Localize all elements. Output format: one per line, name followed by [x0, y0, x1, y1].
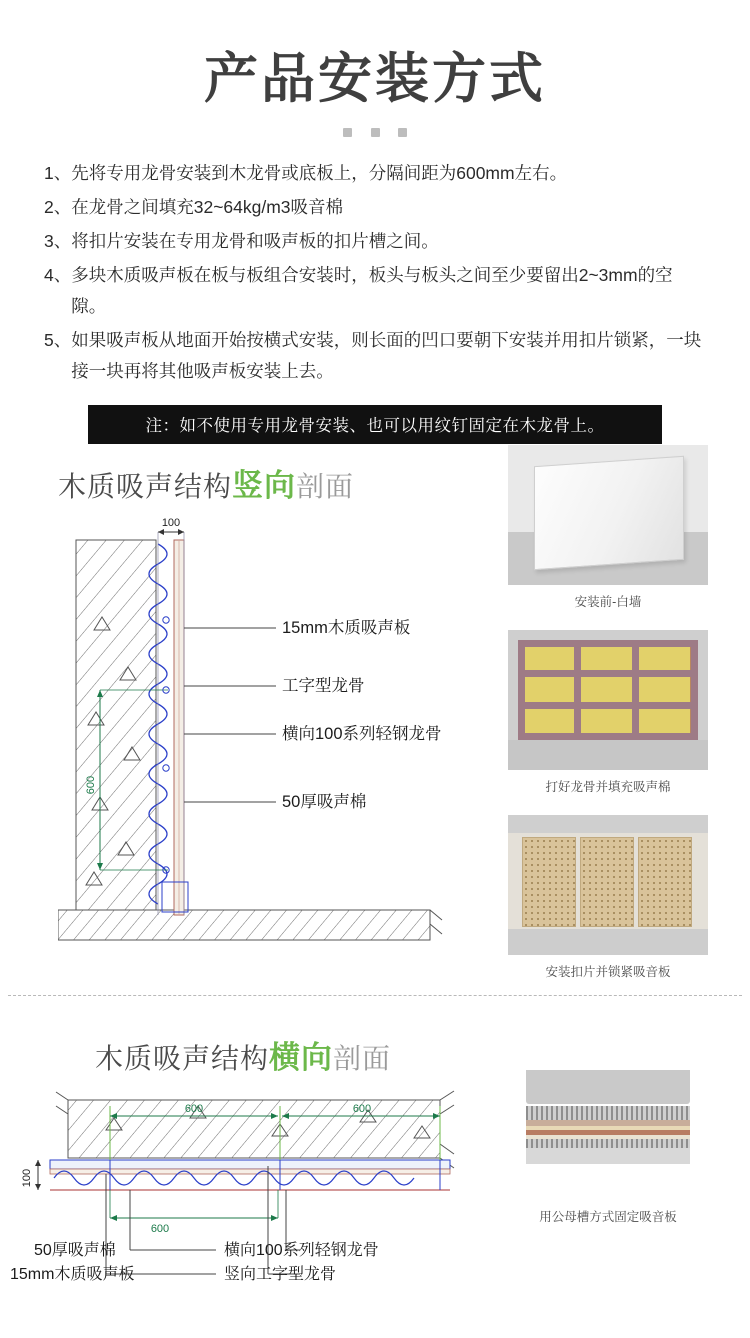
- list-item-number: 4、: [44, 265, 72, 286]
- photo-card: [508, 630, 708, 809]
- stud-grid: [518, 640, 698, 740]
- horizontal-stud: [518, 670, 698, 677]
- vertical-stud: [574, 640, 581, 740]
- list-item-text: 如果吸声板从地面开始按横式安装，则长面的凹口要朝下安装并用扣片锁紧，一块接一块再将其他吸声板安装上去。: [71, 330, 702, 382]
- floor-band: [508, 740, 708, 770]
- list-item-text: 多块木质吸声板在板与板组合安装时，板头与板头之间至少要留出2~3mm的空隙。: [71, 265, 673, 317]
- vertical-stud: [691, 640, 698, 740]
- dot: [371, 128, 380, 137]
- note-banner: 注：如不使用专用龙骨安装、也可以用纹钉固定在木龙骨上。: [88, 405, 662, 444]
- svg-text:15mm木质吸声板: 15mm木质吸声板: [10, 1266, 135, 1283]
- list-item-text: 在龙骨之间填充32~64kg/m3吸音棉: [71, 197, 344, 218]
- label-4: 50厚吸声棉: [282, 793, 367, 811]
- horizontal-stud: [518, 702, 698, 709]
- insulation-cell: [522, 708, 574, 734]
- list-item: [44, 325, 706, 387]
- insulation-cell: [580, 644, 632, 670]
- svg-text:竖向工字型龙骨: 竖向工字型龙骨: [224, 1266, 337, 1283]
- vertical-section-drawing: [58, 510, 478, 960]
- svg-text:600: 600: [85, 775, 97, 795]
- stud-wall: [518, 640, 698, 740]
- svg-text:600: 600: [352, 1103, 372, 1115]
- photo-caption: 安装前-白墙: [574, 595, 642, 609]
- perforated-panel: [522, 837, 576, 927]
- insulation-cell: [522, 676, 574, 702]
- section2-heading-suffix: 剖面: [333, 1043, 392, 1074]
- horizontal-section-drawing: [10, 1078, 480, 1308]
- photo-white-wall: [508, 445, 708, 585]
- insulation-cell: [638, 644, 690, 670]
- perforated-panel: [638, 837, 692, 927]
- svg-text:600: 600: [150, 1223, 170, 1235]
- list-item-text: 先将专用龙骨安装到木龙骨或底板上，分隔间距为600mm左右。: [71, 163, 568, 184]
- list-item-number: 2、: [44, 197, 72, 218]
- svg-text:横向100系列轻钢龙骨: 横向100系列轻钢龙骨: [224, 1242, 379, 1259]
- horizontal-stud: [518, 640, 698, 647]
- insulation-cell: [522, 644, 574, 670]
- photo-card: [508, 445, 708, 624]
- section1-heading-prefix: 木质吸声结构: [58, 471, 233, 502]
- insulation-cell: [638, 708, 690, 734]
- joint-zigzag: [526, 1139, 690, 1148]
- svg-text:100: 100: [161, 517, 181, 529]
- insulation-cell: [580, 708, 632, 734]
- photo-tongue-groove: [508, 1060, 708, 1200]
- svg-text:100: 100: [21, 1168, 33, 1188]
- vertical-stud: [632, 640, 639, 740]
- dot: [343, 128, 352, 137]
- lower-panel: [526, 1148, 690, 1164]
- section2-heading-accent: 横向: [269, 1040, 334, 1075]
- svg-text:50厚吸声棉: 50厚吸声棉: [34, 1242, 116, 1259]
- horizontal-stud: [518, 733, 698, 740]
- photo-studs-insulation: [508, 630, 708, 770]
- list-item: [44, 260, 706, 322]
- section2-heading: [95, 1032, 391, 1077]
- joint-zigzag: [526, 1106, 690, 1120]
- section1-heading-suffix: 剖面: [296, 471, 355, 502]
- ceiling-band: [508, 815, 708, 833]
- list-item-number: 3、: [44, 231, 72, 252]
- label-2: 工字型龙骨: [282, 677, 365, 695]
- upper-panel: [526, 1070, 690, 1104]
- insulation-cell: [638, 676, 690, 702]
- list-item-number: 1、: [44, 163, 72, 184]
- label-1: 15mm木质吸声板: [282, 619, 411, 637]
- photo-caption: 打好龙骨并填充吸声棉: [545, 780, 671, 794]
- section2-heading-prefix: 木质吸声结构: [95, 1043, 270, 1074]
- label-3: 横向100系列轻钢龙骨: [282, 725, 442, 743]
- svg-text:600: 600: [184, 1103, 204, 1115]
- list-item-text: 将扣片安装在专用龙骨和吸声板的扣片槽之间。: [71, 231, 439, 252]
- floor-band: [508, 929, 708, 955]
- panel-sheet: [534, 456, 684, 570]
- page-title: 产品安装方式: [204, 49, 546, 109]
- section1-heading: [58, 460, 354, 505]
- instruction-list: [44, 158, 706, 387]
- photo-column-2: [508, 1060, 713, 1245]
- list-item: [44, 192, 706, 223]
- list-item: [44, 158, 706, 189]
- photo-card: [508, 1060, 708, 1239]
- vertical-stud: [518, 640, 525, 740]
- photo-caption: 安装扣片并锁紧吸音板: [545, 965, 671, 979]
- list-item-number: 5、: [44, 330, 72, 351]
- section-divider: [8, 995, 742, 996]
- section1-heading-accent: 竖向: [232, 468, 297, 503]
- dot: [398, 128, 407, 137]
- title-dots: [0, 124, 750, 142]
- photo-clip-install: [508, 815, 708, 955]
- list-item: [44, 226, 706, 257]
- photo-card: [508, 815, 708, 994]
- photo-caption: 用公母槽方式固定吸音板: [539, 1210, 677, 1224]
- perforated-panel: [580, 837, 634, 927]
- photo-column: [508, 445, 713, 1000]
- insulation-cell: [580, 676, 632, 702]
